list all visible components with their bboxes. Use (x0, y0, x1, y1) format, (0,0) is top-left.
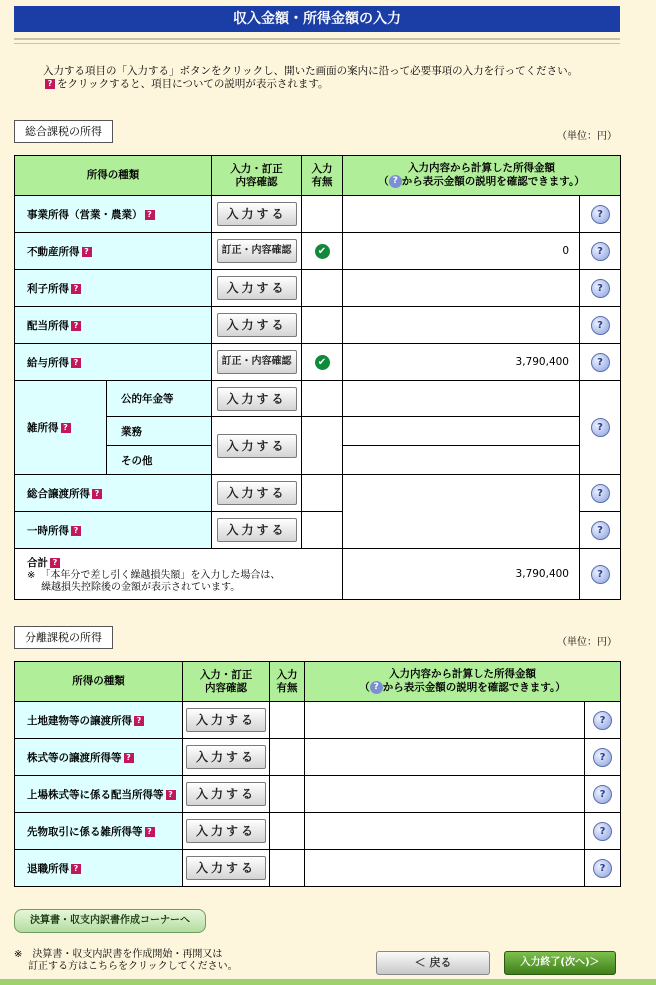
help-q-icon[interactable]: ? (71, 321, 81, 331)
help-circle-icon[interactable]: ? (591, 565, 610, 584)
help-q-icon[interactable]: ? (71, 526, 81, 536)
separate-income-table (14, 661, 621, 887)
sub-row-label: 業務 (107, 417, 212, 446)
input-button[interactable]: 入力する (217, 387, 297, 411)
row-name: 上場株式等に係る配当所得等 (27, 788, 164, 801)
row-name: 株式等の譲渡所得等 (27, 751, 122, 764)
status-cell (302, 196, 343, 233)
help-q-icon[interactable]: ? (71, 284, 81, 294)
row-name: 給与所得 (27, 356, 69, 369)
help-circle-icon[interactable]: ? (591, 316, 610, 335)
check-icon: ✔ (315, 355, 330, 370)
bottom-strip (0, 979, 656, 985)
finish-next-button[interactable]: 入力終了(次へ)＞ (504, 951, 616, 975)
help-q-icon[interactable]: ? (61, 423, 71, 433)
amount-cell (343, 270, 580, 307)
help-q-icon[interactable]: ? (124, 753, 134, 763)
row-name: 雑所得 (27, 422, 59, 434)
kessan-corner-button[interactable]: 決算書・収支内訳書作成コーナーへ (14, 909, 206, 933)
section-label-general: 総合課税の所得 (14, 120, 113, 143)
unit-label: （単位：円） (557, 131, 617, 142)
table-row (15, 381, 621, 417)
header-amount: 入力内容から計算した所得金額 （ ? から表示金額の説明を確認できます。） (305, 662, 621, 702)
help-circle-icon[interactable]: ? (593, 859, 612, 878)
footer-note (14, 949, 238, 973)
input-button[interactable]: 入力する (217, 434, 297, 458)
help-circle-icon[interactable]: ? (591, 418, 610, 437)
help-circle-icon[interactable]: ? (591, 353, 610, 372)
divider (14, 38, 620, 40)
instructions-line2: をクリックすると、項目についての説明が表示されます。 (57, 78, 329, 90)
row-name: 一時所得 (27, 524, 69, 537)
header-type: 所得の種類 (15, 662, 183, 702)
amount-cell: 3,790,400 (343, 344, 580, 381)
instructions (43, 65, 578, 91)
header-type: 所得の種類 (15, 156, 212, 196)
table-row (15, 850, 621, 887)
total-label: 合計 (27, 556, 48, 569)
help-circle-icon[interactable]: ? (591, 484, 610, 503)
help-circle-icon[interactable]: ? (593, 711, 612, 730)
help-q-icon[interactable]: ? (50, 558, 60, 568)
table-row (15, 233, 621, 270)
help-q-icon[interactable]: ? (82, 247, 92, 257)
table-row (15, 307, 621, 344)
table-row (15, 196, 621, 233)
check-icon: ✔ (315, 244, 330, 259)
row-name: 総合譲渡所得 (27, 487, 90, 500)
unit-label: （単位：円） (557, 637, 617, 648)
header-confirm: 入力・訂正 内容確認 (212, 156, 302, 196)
help-q-icon[interactable]: ? (166, 790, 176, 800)
help-circle-icon: ? (389, 175, 402, 188)
input-button[interactable]: 入力する (217, 518, 297, 542)
help-q-icon[interactable]: ? (71, 864, 81, 874)
row-name: 退職所得 (27, 862, 69, 875)
header-status: 入力 有無 (270, 662, 305, 702)
table-row (15, 776, 621, 813)
help-circle-icon: ? (370, 681, 383, 694)
section-label-separate: 分離課税の所得 (14, 626, 113, 649)
input-button[interactable]: 入力する (186, 745, 266, 769)
edit-confirm-button[interactable]: 訂正・内容確認 (217, 350, 297, 374)
page-title: 収入金額・所得金額の入力 (14, 6, 620, 32)
total-note-line1: ※ 「本年分で差し引く繰越損失額」を入力した場合は、 (27, 569, 281, 581)
sub-row-label: その他 (107, 446, 212, 475)
input-button[interactable]: 入力する (186, 819, 266, 843)
table-row (15, 344, 621, 381)
footer-note-line2: 訂正する方はこちらをクリックしてください。 (28, 961, 238, 972)
sub-row-label: 公的年金等 (107, 381, 212, 417)
help-circle-icon[interactable]: ? (591, 521, 610, 540)
header-status: 入力 有無 (302, 156, 343, 196)
input-button[interactable]: 入力する (217, 276, 297, 300)
table-row (15, 739, 621, 776)
help-q-icon[interactable]: ? (145, 827, 155, 837)
general-income-table (14, 155, 621, 600)
back-button[interactable]: ＜ 戻る (376, 951, 490, 975)
help-q-icon[interactable]: ? (134, 716, 144, 726)
input-button[interactable]: 入力する (217, 202, 297, 226)
amount-cell (343, 196, 580, 233)
table-row (15, 813, 621, 850)
help-circle-icon[interactable]: ? (593, 785, 612, 804)
input-button[interactable]: 入力する (217, 313, 297, 337)
table-row (15, 270, 621, 307)
help-q-icon[interactable]: ? (92, 489, 102, 499)
amount-cell: 0 (343, 233, 580, 270)
row-name: 事業所得（営業・農業） (27, 208, 143, 221)
help-circle-icon[interactable]: ? (591, 242, 610, 261)
help-circle-icon[interactable]: ? (591, 279, 610, 298)
help-circle-icon[interactable]: ? (591, 205, 610, 224)
row-name: 不動産所得 (27, 245, 80, 258)
row-name: 配当所得 (27, 319, 69, 332)
row-name: 土地建物等の譲渡所得 (27, 714, 132, 727)
input-button[interactable]: 入力する (186, 782, 266, 806)
input-button[interactable]: 入力する (186, 856, 266, 880)
row-name: 先物取引に係る雑所得等 (27, 825, 143, 838)
total-note-line2: 繰越損失控除後の金額が表示されています。 (41, 581, 241, 593)
help-q-icon[interactable]: ? (145, 210, 155, 220)
header-amount: 入力内容から計算した所得金額 （ ? から表示金額の説明を確認できます。） (343, 156, 621, 196)
table-row (15, 702, 621, 739)
total-amount: 3,790,400 (343, 549, 580, 600)
input-button[interactable]: 入力する (217, 481, 297, 505)
edit-confirm-button[interactable]: 訂正・内容確認 (217, 239, 297, 263)
help-circle-icon[interactable]: ? (593, 748, 612, 767)
help-circle-icon[interactable]: ? (593, 822, 612, 841)
header-confirm: 入力・訂正 内容確認 (183, 662, 270, 702)
help-q-icon: ? (45, 79, 55, 89)
help-q-icon[interactable]: ? (71, 358, 81, 368)
instructions-line1: 入力する項目の「入力する」ボタンをクリックし、開いた画面の案内に沿って必要事項の入力を行ってください。 (43, 65, 579, 77)
divider (14, 43, 620, 44)
row-name: 利子所得 (27, 282, 69, 295)
amount-cell (343, 307, 580, 344)
footer-note-line1: ※ 決算書・収支内訳書を作成開始・再開又は (14, 949, 223, 960)
input-button[interactable]: 入力する (186, 708, 266, 732)
total-row (15, 549, 621, 600)
table-row (15, 475, 621, 512)
